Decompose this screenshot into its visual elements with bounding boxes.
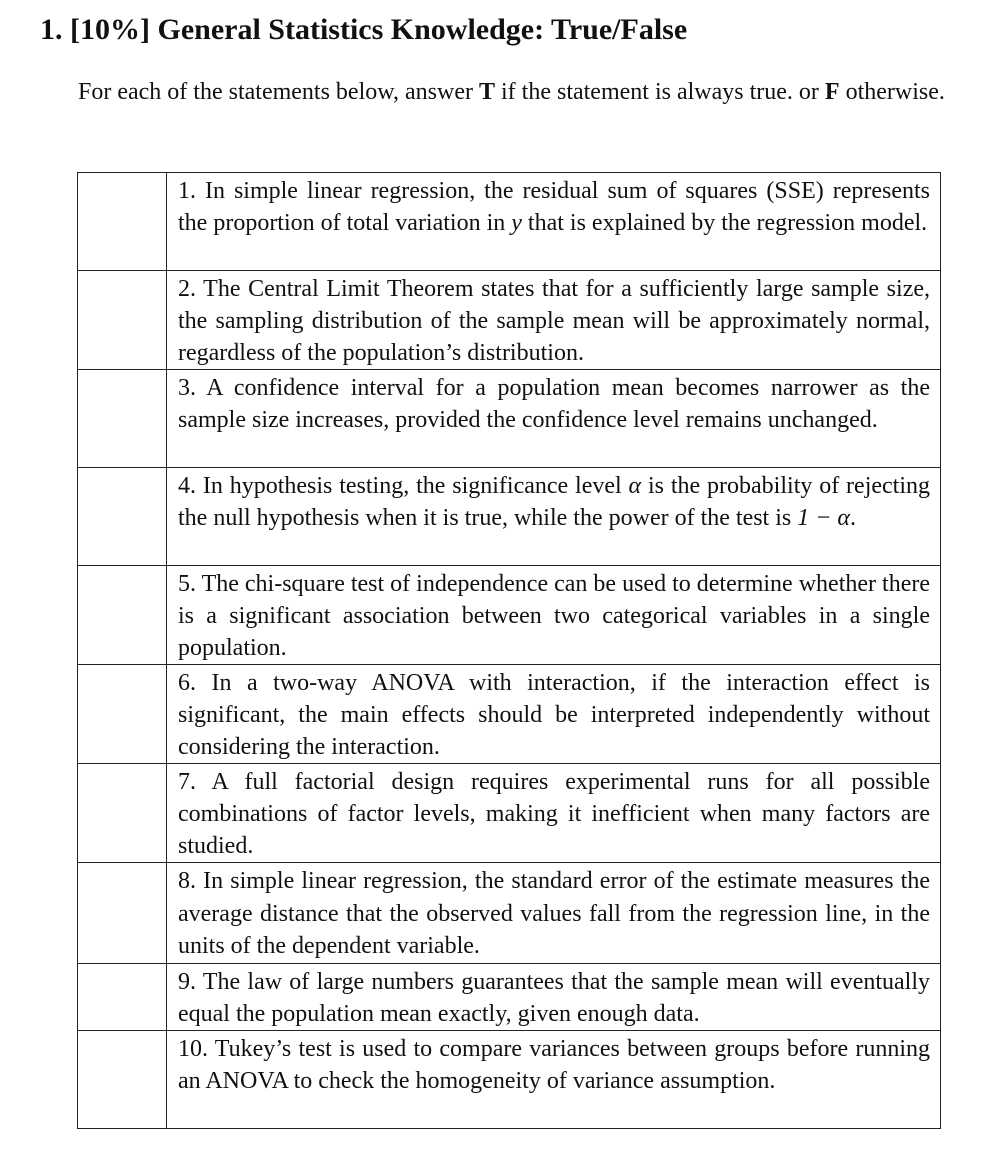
false-letter: F — [824, 79, 840, 105]
instructions-text-1: For each of the statements below, answer — [78, 79, 479, 105]
table-row — [78, 370, 941, 468]
statement-8: 8. In simple linear regression, the standard error of the estimate measures the average distance that the observed values fall from the regression line, in the units of the dependent variable. — [167, 863, 941, 964]
statement-9: 9. The law of large numbers guarantees that the sample mean will eventually equal the population mean exactly, given enough data. — [167, 964, 941, 1031]
table-row — [78, 665, 941, 764]
statement-10: 10. Tukey’s test is used to compare variances between groups before running an ANOVA to check the homogeneity of variance assumption. — [167, 1031, 941, 1129]
true-false-table — [77, 172, 941, 1129]
statement-1-text: 1. In simple linear regression, the residual sum of squares (SSE) represents the proportion of total variation in — [178, 178, 930, 236]
instructions — [78, 76, 948, 109]
answer-cell-10[interactable] — [78, 1031, 167, 1129]
table-row — [78, 566, 941, 665]
instructions-text-3: otherwise. — [839, 79, 945, 105]
answer-cell-6[interactable] — [78, 665, 167, 764]
answer-cell-1[interactable] — [78, 173, 167, 271]
statement-7: 7. A full factorial design requires experimental runs for all possible combinations of factor levels, making it inefficient when many factors are studied. — [167, 764, 941, 863]
answer-cell-7[interactable] — [78, 764, 167, 863]
table-row — [78, 173, 941, 271]
statement-4 — [167, 468, 941, 566]
answer-cell-8[interactable] — [78, 863, 167, 964]
statement-4-text-end: . — [850, 505, 857, 531]
statement-1-text-end: that is explained by the regression model. — [521, 210, 928, 236]
table-row — [78, 863, 941, 964]
statement-4-text-mid: is the probability of rejecting the null hypothesis when it is true, while the power of the test is — [178, 473, 931, 531]
statement-3: 3. A confidence interval for a population mean becomes narrower as the sample size increases, provided the confidence level remains unchanged. — [167, 370, 941, 468]
math-one-minus-alpha: 1 − α — [797, 505, 851, 531]
section-heading: 1. [10%] General Statistics Knowledge: True/False — [40, 13, 688, 46]
statement-4-text: 4. In hypothesis testing, the significance level — [178, 473, 629, 499]
instructions-text-2: if the statement is always true. or — [495, 79, 825, 105]
table-row — [78, 964, 941, 1031]
math-alpha: α — [628, 473, 642, 499]
statement-5: 5. The chi-square test of independence can be used to determine whether there is a significant association between two categorical variables in a single population. — [167, 566, 941, 665]
statement-6: 6. In a two-way ANOVA with interaction, if the interaction effect is significant, the main effects should be interpreted independently without considering the interaction. — [167, 665, 941, 764]
math-y: y — [511, 210, 522, 236]
table-row — [78, 468, 941, 566]
table-row — [78, 1031, 941, 1129]
answer-cell-4[interactable] — [78, 468, 167, 566]
answer-cell-5[interactable] — [78, 566, 167, 665]
answer-cell-3[interactable] — [78, 370, 167, 468]
answer-cell-2[interactable] — [78, 271, 167, 370]
table-row — [78, 764, 941, 863]
statement-1 — [167, 173, 941, 271]
table-row — [78, 271, 941, 370]
answer-cell-9[interactable] — [78, 964, 167, 1031]
true-letter: T — [478, 79, 495, 105]
statement-2: 2. The Central Limit Theorem states that for a sufficiently large sample size, the sampling distribution of the sample mean will be approximately normal, regardless of the population’s distribution. — [167, 271, 941, 370]
